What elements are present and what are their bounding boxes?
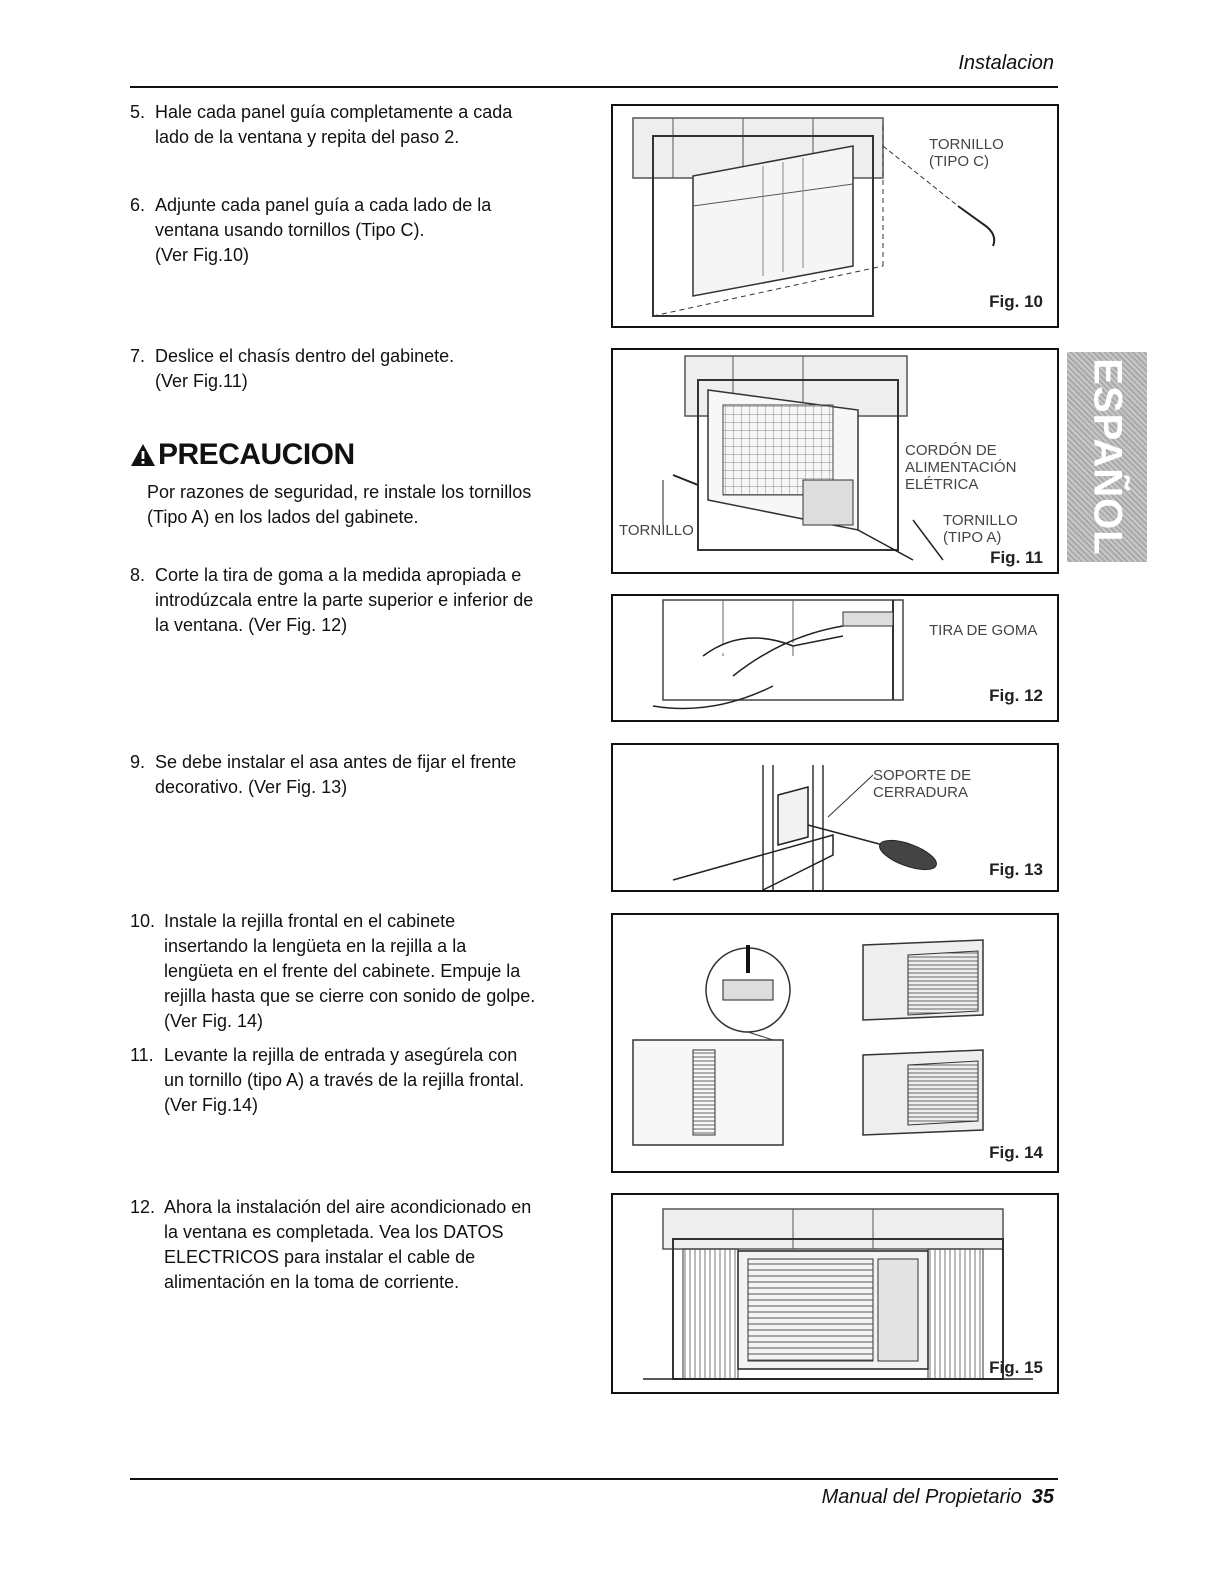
footer-rule (130, 1478, 1058, 1480)
fig15-caption: Fig. 15 (989, 1358, 1043, 1377)
fig12-caption: Fig. 12 (989, 686, 1043, 705)
fig11-caption: Fig. 11 (990, 548, 1043, 567)
step-line: (Ver Fig. 14) (164, 1011, 264, 1031)
fig12-strip-label: TIRA DE GOMA (929, 622, 1038, 639)
fig10-screw-label: TORNILLO (TIPO C) (929, 136, 1004, 170)
step-5 (130, 100, 590, 150)
language-tab-label: ESPAÑOL (1085, 358, 1130, 556)
step-line: ELECTRICOS para instalar el cable de (164, 1247, 476, 1267)
step-line: Instale la rejilla frontal en el cabinete (164, 911, 456, 931)
caution-line: Por razones de seguridad, re instale los tornillos (147, 482, 532, 502)
footer-title: Manual del Propietario (821, 1486, 1022, 1508)
figure-12 (611, 594, 1059, 722)
step-line: ventana usando tornillos (Tipo C). (155, 220, 425, 240)
step-line: Hale cada panel guía completamente a cada (155, 102, 513, 122)
step-line: la ventana es completada. Vea los DATOS (164, 1222, 504, 1242)
figure-15 (611, 1193, 1059, 1394)
step-line: lengüeta en el frente del cabinete. Empuje la (164, 961, 521, 981)
step-6 (130, 193, 590, 268)
step-line: (Ver Fig.10) (155, 245, 250, 265)
step-number: 7. (130, 346, 146, 366)
step-line: Corte la tira de goma a la medida apropiada e (155, 565, 522, 585)
figure-10 (611, 104, 1059, 328)
caution-title: PRECAUCION (158, 438, 355, 471)
fig13-bracket-label: SOPORTE DE CERRADURA (873, 767, 972, 801)
figure-11 (611, 348, 1059, 574)
step-9 (130, 750, 590, 800)
step-line: rejilla hasta que se cierre con sonido de golpe. (164, 986, 536, 1006)
step-7 (130, 344, 590, 394)
step-number: 10. (130, 911, 156, 931)
step-line: Adjunte cada panel guía a cada lado de la (155, 195, 492, 215)
caution-line: (Tipo A) en los lados del gabinete. (147, 507, 419, 527)
step-line: introdúzcala entre la parte superior e inferior de (155, 590, 534, 610)
warning-triangle-icon (130, 443, 156, 467)
caution-heading (130, 438, 355, 472)
step-line: insertando la lengüeta en la rejilla a la (164, 936, 467, 956)
page-footer (822, 1486, 1054, 1509)
fig11-screw-a-label: TORNILLO (TIPO A) (943, 512, 1018, 546)
fig11-screw-label: TORNILLO (619, 522, 694, 539)
step-number: 8. (130, 565, 146, 585)
fig10-caption: Fig. 10 (989, 292, 1043, 311)
step-number: 12. (130, 1197, 156, 1217)
step-10 (130, 909, 590, 1034)
language-tab (1067, 352, 1147, 562)
step-line: alimentación en la toma de corriente. (164, 1272, 460, 1292)
caution-text (147, 480, 531, 530)
figure-13 (611, 743, 1059, 892)
fig13-caption: Fig. 13 (989, 860, 1043, 879)
step-number: 6. (130, 195, 146, 215)
step-number: 11. (130, 1045, 154, 1065)
fig11-cord-label: CORDÓN DE ALIMENTACIÓN ELÉTRICA (905, 442, 1017, 493)
fig14-illustration (613, 915, 1057, 1171)
fig14-caption: Fig. 14 (989, 1143, 1043, 1162)
step-line: (Ver Fig.14) (164, 1095, 259, 1115)
step-number: 5. (130, 102, 146, 122)
step-line: Ahora la instalación del aire acondicionado en (164, 1197, 532, 1217)
step-line: la ventana. (Ver Fig. 12) (155, 615, 348, 635)
step-8 (130, 563, 590, 638)
step-line: un tornillo (tipo A) a través de la rejilla frontal. (164, 1070, 525, 1090)
step-line: (Ver Fig.11) (155, 371, 248, 391)
step-line: decorativo. (Ver Fig. 13) (155, 777, 348, 797)
figure-14 (611, 913, 1059, 1173)
step-12 (130, 1195, 590, 1295)
step-line: Deslice el chasís dentro del gabinete. (155, 346, 455, 366)
step-number: 9. (130, 752, 146, 772)
page-number: 35 (1031, 1486, 1054, 1508)
step-line: Levante la rejilla de entrada y asegúrela con (164, 1045, 518, 1065)
section-header: Instalacion (958, 52, 1054, 74)
step-line: Se debe instalar el asa antes de fijar el frente (155, 752, 517, 772)
header-rule (130, 86, 1058, 88)
step-11 (130, 1043, 590, 1118)
step-line: lado de la ventana y repita del paso 2. (155, 127, 460, 147)
